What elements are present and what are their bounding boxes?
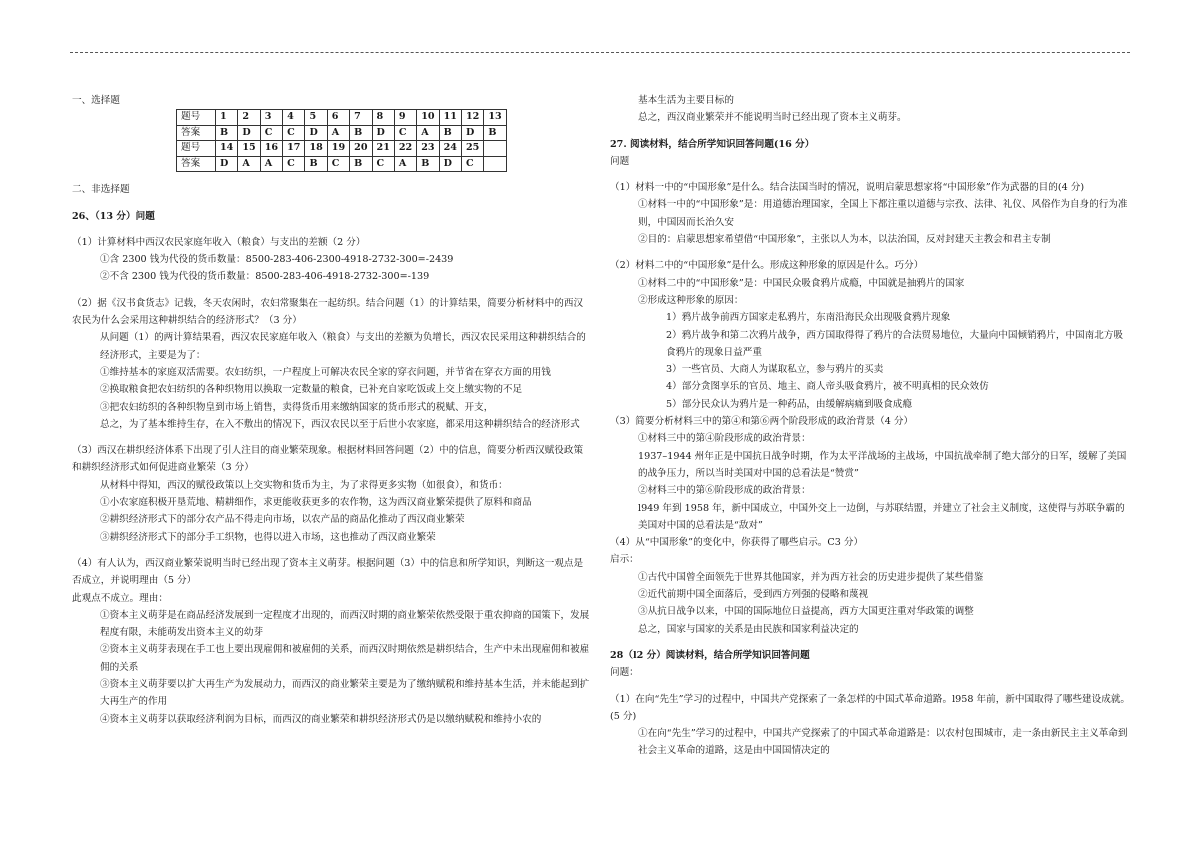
answer-table-cell: 9 bbox=[394, 110, 416, 126]
q26-1-a: ①含 2300 钱为代役的货币数量：8500-283-406-2300-4918-2732-300=-2439 bbox=[100, 254, 454, 266]
section-nonchoice-title: 二、非选择题 bbox=[72, 184, 130, 196]
answer-table-cell: 13 bbox=[484, 110, 506, 126]
answer-table-row bbox=[177, 156, 507, 172]
answer-table-cell: 14 bbox=[216, 141, 238, 157]
q28-wenti: 问题： bbox=[610, 667, 639, 679]
answer-table-cell: B bbox=[417, 156, 439, 172]
answer-table-cell: A bbox=[327, 125, 349, 141]
q26-4-c: ②资本主义萌芽表现在手工也上要出现雇佣和被雇佣的关系，而西汉时期依然是耕织结合，生产中未出现雇佣和被雇佣的关系 bbox=[100, 644, 590, 673]
q27-2-a: ①材料二中的“中国形象”是：中国民众吸食鸦片成瘾，中国就是抽鸦片的国家 bbox=[638, 277, 965, 289]
q28-title: 28（l2 分）阅读材料，结合所学知识回答问题 bbox=[610, 649, 810, 661]
answer-table-cell: 1 bbox=[216, 110, 238, 126]
answer-table-cell: 23 bbox=[417, 141, 439, 157]
q27-3-a: ①材料三中的第④阶段形成的政治背景： bbox=[638, 433, 811, 445]
q26-2: （2）据《汉书食货志》记载，冬天农闲时，农妇常聚集在一起纺织。结合问题（1）的计算结果，简要分析材料中的西汉农民为什么会采用这种耕织结合的经济形式？（3 分） bbox=[72, 297, 584, 327]
q26-3-b: ①小农家庭积极开垦荒地、精耕细作，求更能收获更多的农作物，这为西汉商业繁荣提供了原料和商品 bbox=[100, 497, 532, 509]
answer-table-cell: A bbox=[238, 156, 260, 172]
q26-4-b: ①资本主义萌芽是在商品经济发展到一定程度才出现的，而西汉时期的商业繁荣依然受限于重农抑商的国策下，发展程度有限，未能萌发出资本主义的幼芽 bbox=[100, 609, 590, 639]
answer-table-cell: 11 bbox=[439, 110, 461, 126]
q27-title: 27. 阅读材料，结合所学知识回答问题(16 分） bbox=[610, 138, 815, 150]
q27-wenti: 问题 bbox=[610, 155, 630, 167]
q27-4: （4）从“中国形象”的变化中，你获得了哪些启示。C3 分） bbox=[610, 537, 864, 549]
answer-table-cell: A bbox=[260, 156, 282, 172]
answer-table-cell: A bbox=[417, 125, 439, 141]
right-column bbox=[610, 92, 1132, 760]
answer-table-cell: B bbox=[350, 125, 372, 141]
answer-table-cell: 20 bbox=[350, 141, 372, 157]
q27-2-f: 4）部分贪图享乐的官员、地主、商人帝头吸食鸦片，被不明真相的民众效仿 bbox=[666, 381, 989, 393]
q26-2-b: ①维持基本的家庭双活需要。农妇纺织，一户程度上可解决农民全家的穿衣问题，并节省在穿衣方面的用钱 bbox=[100, 366, 551, 378]
q26-3: （3）西汉在耕织经济体系下出现了引人注目的商业繁荣现象。根据材料回答问题（2）中的信息，简要分析西汉赋役政策和耕织经济形式如何促进商业繁荣（3 分） bbox=[72, 445, 584, 474]
answer-table-cell: B bbox=[439, 125, 461, 141]
answer-table-cell: 4 bbox=[283, 110, 305, 126]
q27-4-b: ②近代前期中国全面落后，受到西方列强的侵略和蔑视 bbox=[638, 589, 869, 601]
answer-table-row-label: 答案 bbox=[177, 125, 216, 141]
q26-4-e: ④资本主义萌芽以获取经济利润为目标，而西汉的商业繁荣和耕织经济形式仍是以缴纳赋税和维持小农的 bbox=[100, 713, 542, 725]
q27-4-wenti: 启示： bbox=[610, 554, 639, 566]
q26-1-b: ②不含 2300 钱为代役的货币数量：8500-283-406-4918-2732-300=-139 bbox=[100, 271, 430, 283]
answer-table-cell: C bbox=[327, 156, 349, 172]
answer-table-cell: D bbox=[461, 125, 483, 141]
left-column bbox=[72, 92, 592, 728]
answer-table-cell: C bbox=[283, 156, 305, 172]
answer-table-cell: 22 bbox=[394, 141, 416, 157]
q26-title: 26、（13 分）问题 bbox=[72, 210, 155, 222]
answer-table-cell: C bbox=[394, 125, 416, 141]
answer-table-cell: D bbox=[216, 156, 238, 172]
answer-table-cell: 24 bbox=[439, 141, 461, 157]
q27-4-c: ③从抗日战争以来，中国的国际地位日益提高，西方大国更注重对华政策的调整 bbox=[638, 606, 974, 618]
answer-table-cell: 2 bbox=[238, 110, 260, 126]
q27-1-a: ①材料一中的“中国形象”是：用道德治理国家，全国上下都注重以道德与宗孜、法律、礼仪、风俗作为自身的行为准则，中国因而长治久安 bbox=[638, 199, 1128, 228]
answer-table-cell: B bbox=[350, 156, 372, 172]
q26-2-d: ③把农妇纺织的各种织物皇到市场上销售，卖得货币用来缴纳国家的货币形式的税赋、开支， bbox=[100, 401, 494, 413]
q26-3-d: ③耕织经济形式下的部分手工织物，也得以进入市场，这也推动了西汉商业繁荣 bbox=[100, 531, 436, 543]
answer-table-cell: 19 bbox=[327, 141, 349, 157]
answer-table-cell: D bbox=[305, 125, 327, 141]
answer-table-cell: 3 bbox=[260, 110, 282, 126]
answer-table-cell: C bbox=[260, 125, 282, 141]
q27-4-d: 总之，国家与国家的关系是由民族和国家利益决定的 bbox=[638, 623, 859, 635]
q26-3-c: ②耕织经济形式下的部分农产品不得走向市场，以农产品的商品化推动了西汉商业繁荣 bbox=[100, 514, 465, 526]
answer-table-cell: C bbox=[461, 156, 483, 172]
answer-table-cell bbox=[484, 141, 506, 157]
q26-3-a: 从材料中得知，西汉的赋役政策以上交实物和货币为主，为了求得更多实物（如很食），和货币： bbox=[100, 479, 508, 491]
q26-2-a: 从问题（1）的两计算结果看，西汉农民家庭年收入（粮食）与支出的差额为负增长，西汉农民采用这种耕织结合的经济形式，主要是为了： bbox=[100, 332, 586, 361]
answer-table-cell: 15 bbox=[238, 141, 260, 157]
answer-table-row-label: 题号 bbox=[177, 110, 216, 126]
answer-table-cell: 17 bbox=[283, 141, 305, 157]
answer-table-row bbox=[177, 125, 507, 141]
q26-1: （1）计算材料中西汉农民家庭年收入（粮食）与支出的差额（2 分） bbox=[72, 236, 366, 248]
answer-table-cell: B bbox=[305, 156, 327, 172]
q26-4-d: ③资本主义萌芽要以扩大再生产为发展动力，而西汉的商业繁荣主要是为了缴纳赋税和维持基本生活，并未能起到扩大再生产的作用 bbox=[100, 679, 590, 708]
q28-1-a: ①在向“先生”学习的过程中，中国共产党探索了的中国式革命道路是：以农村包围城市，走一条由新民主主义革命到社会主义革命的道路，这是由中国国情决定的 bbox=[638, 728, 1128, 757]
answer-table-cell: 12 bbox=[461, 110, 483, 126]
q26-4: （4）有人认为，西汉商业繁荣说明当时已经出现了资本主义萌芽。根据问题（3）中的信息和所学知识，判断这一观点是否成立，并说明理由（5 分） bbox=[72, 557, 584, 587]
answer-table-row bbox=[177, 141, 507, 157]
q28-1: （1）在向“先生”学习的过程中，中国共产党探索了一条怎样的中国式革命道路。l958 年前，新中国取得了哪些建设成就。(5 分) bbox=[610, 693, 1131, 722]
answer-table-cell: 5 bbox=[305, 110, 327, 126]
q26-4-a: 此观点不成立。理由： bbox=[72, 592, 168, 604]
q27-4-a: ①古代中国曾全面领先于世界其他国家，并为西方社会的历史进步提供了某些借鉴 bbox=[638, 571, 984, 583]
q27-2: （2）材料二中的“中国形象”是什么。形成这种形象的原因是什么。巧分） bbox=[610, 260, 924, 272]
answer-table-row bbox=[177, 110, 507, 126]
answer-table-cell: 8 bbox=[372, 110, 394, 126]
q27-2-c: 1）鸦片战争前西方国家走私鸦片，东南沿海民众出现吸食鸦片现象 bbox=[666, 312, 951, 324]
answer-table-cell: 6 bbox=[327, 110, 349, 126]
answer-table-cell: 25 bbox=[461, 141, 483, 157]
answer-table-cell: C bbox=[372, 156, 394, 172]
answer-table-cell: 21 bbox=[372, 141, 394, 157]
q27-2-e: 3）一些官员、大商人为谋取私立，参与鸦片的买卖 bbox=[666, 364, 884, 376]
q27-2-g: 5）部分民众认为鸦片是一种药品，由缓解病痛到吸食成瘾 bbox=[666, 398, 912, 410]
q27-3-d: l949 年到 1958 年，新中国成立，中国外交上一边倒，与苏联结盟，并建立了社会主义制度，这使得与苏联争霸的美国对中国的总看法是“敌对” bbox=[638, 502, 1125, 531]
header-rule bbox=[70, 52, 1130, 53]
q26-2-e: 总之，为了基本维持生存，在入不敷出的情况下，西汉农民以至于后世小农家庭，都采用这种耕织结合的经济形式 bbox=[100, 418, 580, 430]
q27-1: （1）材料一中的“中国形象”是什么。结合法国当时的情况，说明启蒙思想家将“中国形象”作为武器的目的(4 分) bbox=[610, 182, 1085, 194]
section-choice-title: 一、选择题 bbox=[72, 95, 120, 106]
q26-2-c: ②换取粮食把农妇纺织的各种织物用以换取一定数量的粮食，已补充自家吃饭或上交上缴实物的不足 bbox=[100, 384, 523, 396]
answer-table-cell: D bbox=[439, 156, 461, 172]
answer-table-cell: 10 bbox=[417, 110, 439, 126]
q27-3-b: 1937–1944 州年正是中国抗日战争时期，作为太平洋战场的主战场，中国抗战牵制了绝大部分的日军，缓解了美国的战争压力，所以当时美国对中国的总看法是“赞赏” bbox=[638, 450, 1127, 479]
answer-table-cell bbox=[484, 156, 506, 172]
answer-table-cell: C bbox=[283, 125, 305, 141]
q27-3: （3）简要分析材料三中的第④和第⑥两个阶段形成的政治背景（4 分） bbox=[610, 416, 914, 428]
answer-table-cell: 18 bbox=[305, 141, 327, 157]
q27-1-b: ②目的：启蒙思想家希望借“中国形象”，主张以人为本，以法治国，反对封建天主教会和君主专制 bbox=[638, 234, 1051, 246]
answer-table-cell: D bbox=[238, 125, 260, 141]
q27-2-b: ②形成这种形象的原因： bbox=[638, 294, 744, 306]
answer-table-row-label: 答案 bbox=[177, 156, 216, 172]
answer-table-cell: D bbox=[372, 125, 394, 141]
q27-2-d: 2）鸦片战争和第二次鸦片战争，西方国取得得了鸦片的合法贸易地位，大量向中国倾销鸦片，中国南北方吸食鸦片的现象日益严重 bbox=[666, 329, 1124, 358]
q27-3-c: ②材料三中的第⑥阶段形成的政治背景： bbox=[638, 485, 811, 497]
answer-table bbox=[176, 109, 507, 172]
r-cont-2: 总之，西汉商业繁荣并不能说明当时已经出现了资本主义萌芽。 bbox=[638, 112, 907, 124]
r-cont-1: 基本生活为主要目标的 bbox=[638, 95, 734, 106]
answer-table-cell: B bbox=[484, 125, 506, 141]
answer-table-cell: 16 bbox=[260, 141, 282, 157]
answer-table-row-label: 题号 bbox=[177, 141, 216, 157]
answer-table-cell: A bbox=[394, 156, 416, 172]
answer-table-cell: 7 bbox=[350, 110, 372, 126]
answer-table-cell: B bbox=[216, 125, 238, 141]
